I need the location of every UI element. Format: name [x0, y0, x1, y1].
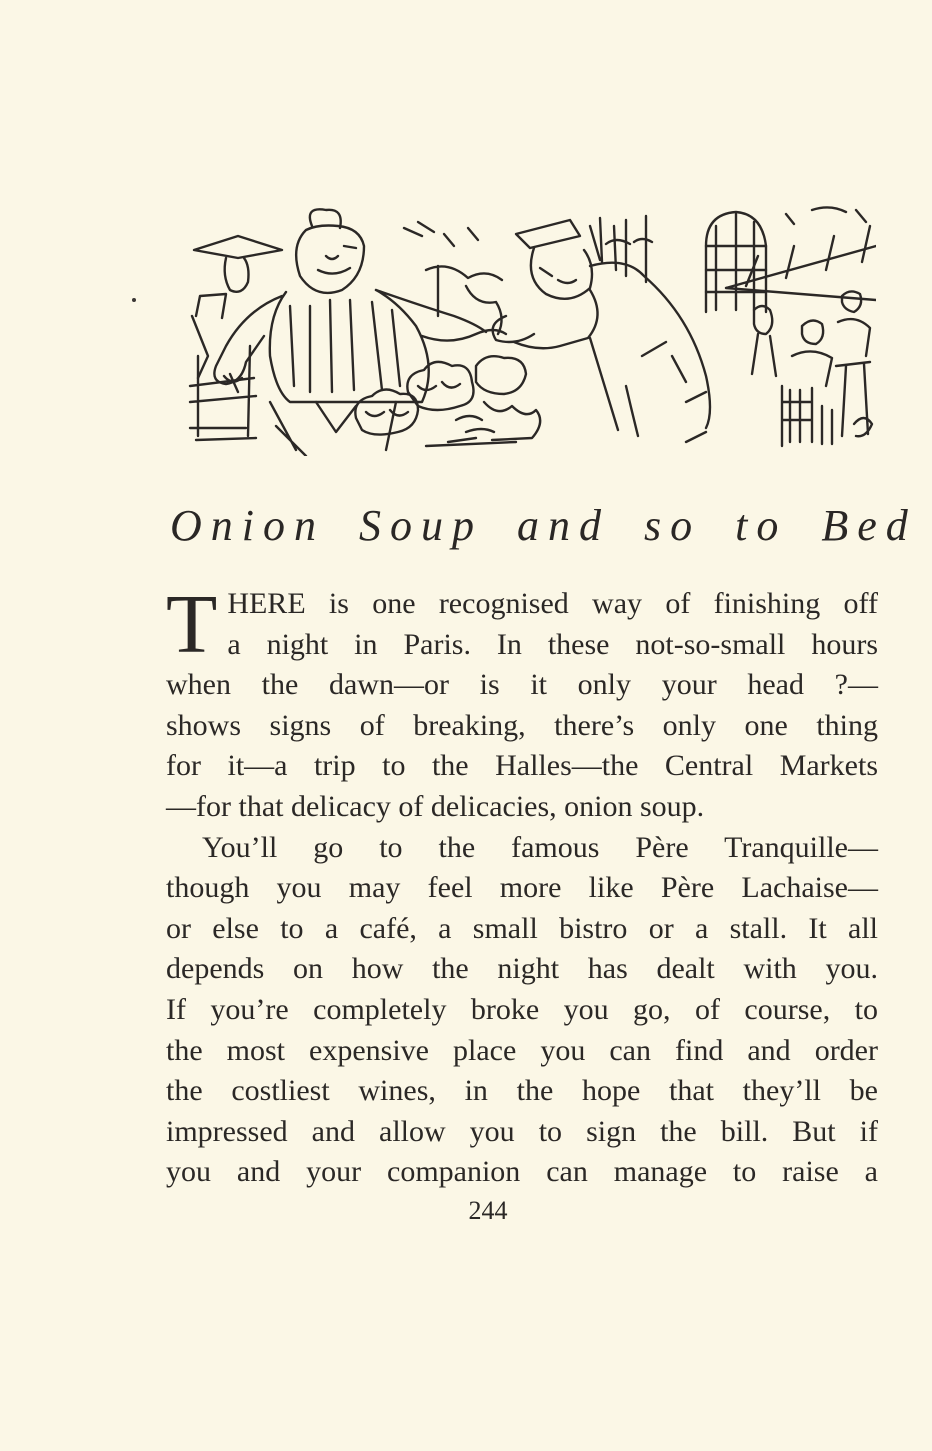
text-line: impressed and allow you to sign the bill. But if: [166, 1114, 878, 1148]
market-scene-illustration: [186, 206, 876, 456]
text-line: you and your companion can manage to raise a: [166, 1155, 878, 1189]
text-line: You’ll go to the famous Père Tranquille—: [202, 830, 878, 864]
text-line: the most expensive place you can find and order: [166, 1033, 878, 1067]
ink-speck: [132, 298, 136, 302]
body-text: [166, 578, 878, 1193]
text-line: If you’re completely broke you go, of course, to: [166, 992, 878, 1026]
text-line: depends on how the night has dealt with you.: [166, 952, 878, 986]
chapter-title: Onion Soup and so to Bed: [170, 501, 917, 550]
first-paragraph: [166, 578, 878, 828]
text-line: shows signs of breaking, there’s only one thing: [166, 708, 878, 742]
page-number: 244: [468, 1196, 508, 1225]
text-line: —for that delicacy of delicacies, onion soup.: [166, 789, 705, 823]
text-line: or else to a café, a small bistro or a stall. It all: [166, 911, 878, 945]
second-paragraph: [166, 828, 878, 1193]
text-line: HERE is one recognised way of finishing off: [227, 587, 878, 620]
drop-cap: T: [166, 578, 218, 671]
text-line: though you may feel more like Père Lachaise—: [166, 871, 878, 905]
text-line: the costliest wines, in the hope that they’ll be: [166, 1074, 878, 1108]
text-line: a night in Paris. In these not-so-small hours: [227, 627, 878, 661]
text-line: for it—a trip to the Halles—the Central Markets: [166, 749, 878, 783]
text-line: when the dawn—or is it only your head ?—: [166, 668, 878, 702]
